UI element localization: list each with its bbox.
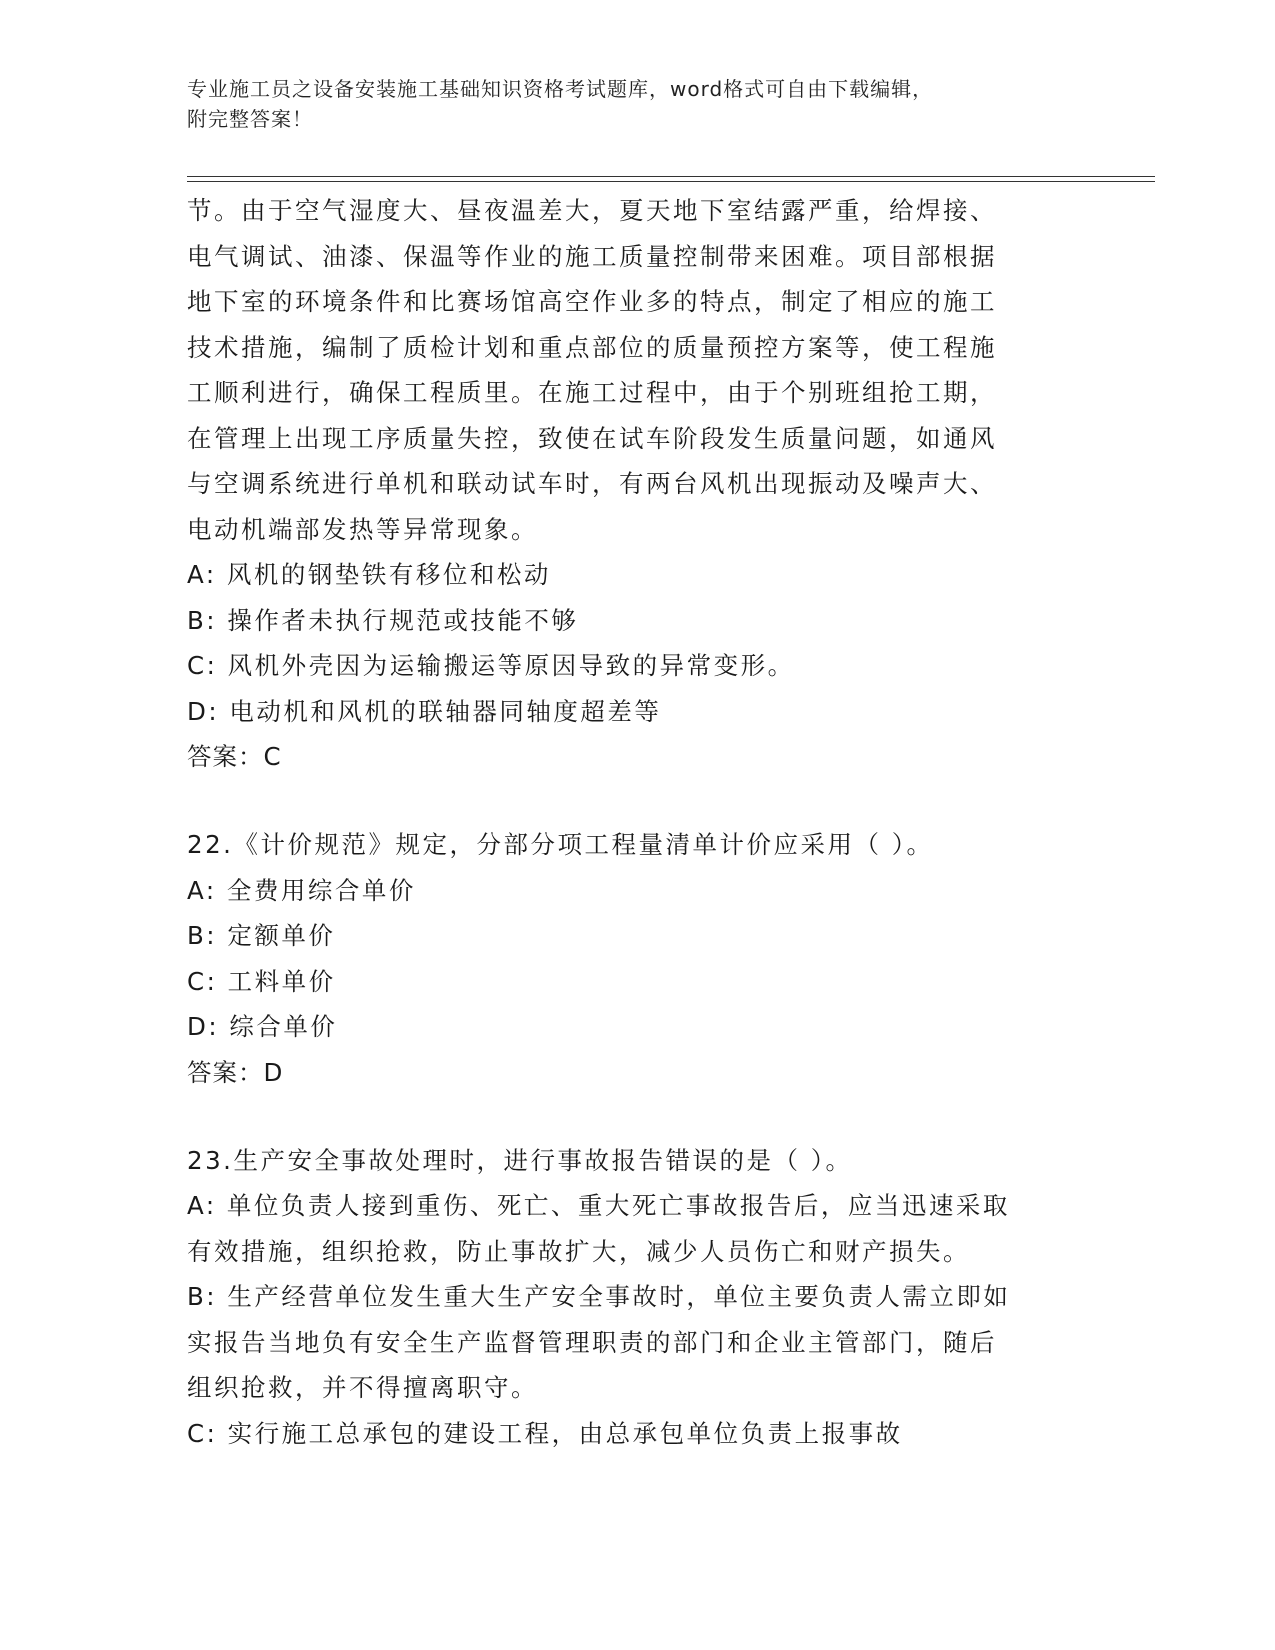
header-divider-top xyxy=(187,176,1155,177)
question-stem-line: 电动机端部发热等异常现象。 xyxy=(187,514,538,544)
option-line: 组织抢救，并不得擅离职守。 xyxy=(187,1373,538,1402)
question-22 xyxy=(187,822,1067,1096)
question-stem-line: 与空调系统进行单机和联动试车时，有两台风机出现振动及噪声大、 xyxy=(187,469,997,498)
question-stem-line: 地下室的环境条件和比赛场馆高空作业多的特点，制定了相应的施工 xyxy=(187,287,997,316)
option-a: A: 全费用综合单价 xyxy=(187,875,416,905)
option-line: C: 实行施工总承包的建设工程，由总承包单位负责上报事故 xyxy=(187,1418,903,1448)
answer-line: 答案：D xyxy=(187,1057,284,1087)
header-title-line-2: 附完整答案！ xyxy=(187,107,313,131)
question-stem-line: 电气调试、油漆、保温等作业的施工质量控制带来困难。项目部根据 xyxy=(187,241,997,271)
question-stem-line: 技术措施，编制了质检计划和重点部位的质量预控方案等，使工程施 xyxy=(187,332,997,362)
question-spacer xyxy=(187,1096,1067,1138)
document-header xyxy=(187,74,1087,134)
option-line: 有效措施，组织抢救，防止事故扩大，减少人员伤亡和财产损失。 xyxy=(187,1236,970,1266)
option-line: A: 单位负责人接到重伤、死亡、重大死亡事故报告后，应当迅速采取 xyxy=(187,1191,1010,1220)
header-title-line-1: 专业施工员之设备安装施工基础知识资格考试题库，word格式可自由下载编辑， xyxy=(187,77,934,101)
question-stem-line: 23.生产安全事故处理时，进行事故报告错误的是（ ）。 xyxy=(187,1145,853,1175)
question-content xyxy=(187,188,1067,1456)
question-23 xyxy=(187,1138,1067,1457)
question-spacer xyxy=(187,780,1067,822)
option-b: B: 操作者未执行规范或技能不够 xyxy=(187,605,579,635)
question-stem-line: 工顺利进行，确保工程质里。在施工过程中，由于个别班组抢工期， xyxy=(187,378,997,407)
question-stem-line: 节。由于空气湿度大、昼夜温差大，夏天地下室结露严重，给焊接、 xyxy=(187,196,997,225)
option-c: C: 工料单价 xyxy=(187,966,336,996)
question-21 xyxy=(187,188,1067,780)
header-divider-bottom xyxy=(187,181,1155,182)
option-d: D: 电动机和风机的联轴器同轴度超差等 xyxy=(187,696,662,726)
answer-line: 答案：C xyxy=(187,742,282,771)
question-stem-line: 在管理上出现工序质量失控，致使在试车阶段发生质量问题，如通风 xyxy=(187,423,997,453)
option-b: B: 定额单价 xyxy=(187,921,336,950)
option-line: B: 生产经营单位发生重大生产安全事故时，单位主要负责人需立即如 xyxy=(187,1282,1011,1311)
option-line: 实报告当地负有安全生产监督管理职责的部门和企业主管部门，随后 xyxy=(187,1327,997,1357)
option-c: C: 风机外壳因为运输搬运等原因导致的异常变形。 xyxy=(187,651,795,680)
question-stem-line: 22.《计价规范》规定，分部分项工程量清单计价应采用（ ）。 xyxy=(187,830,934,859)
option-a: A: 风机的钢垫铁有移位和松动 xyxy=(187,560,551,589)
option-d: D: 综合单价 xyxy=(187,1012,338,1041)
